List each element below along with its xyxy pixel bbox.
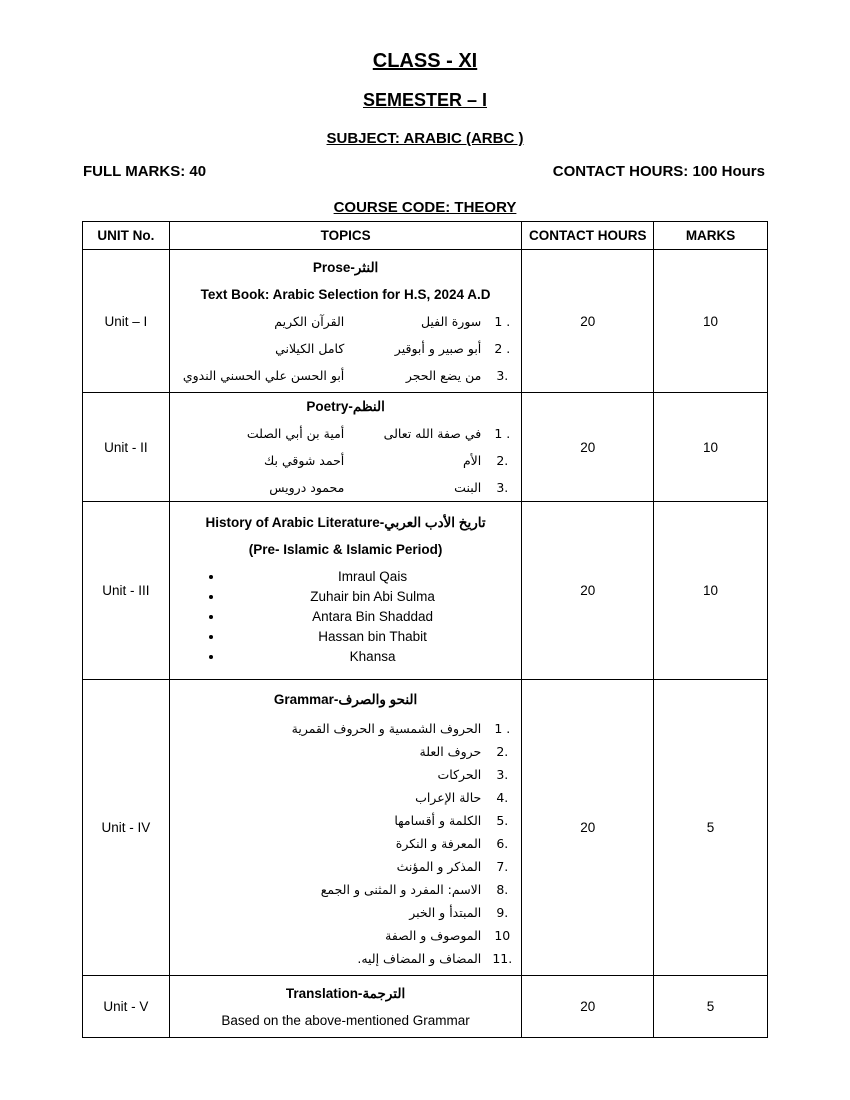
class-title: CLASS - XI xyxy=(372,50,478,72)
item-number: 2. xyxy=(496,743,509,759)
list-item: • Khansa xyxy=(224,647,521,667)
list-item xyxy=(170,786,521,809)
unit-label: Unit – I xyxy=(83,250,170,393)
unit-label: Unit - III xyxy=(83,502,170,680)
item-title: الحركات xyxy=(437,766,482,782)
item-title: من يضع الحجر xyxy=(405,367,482,383)
topic-heading: History of Arabic Literature-تاريخ الأدب العربي xyxy=(205,514,486,530)
table-row xyxy=(83,393,768,502)
semester-title: SEMESTER – I xyxy=(362,90,488,110)
list-item xyxy=(170,474,521,501)
list-item xyxy=(170,924,521,947)
topic-subheading: (Pre- Islamic & Islamic Period) xyxy=(248,541,443,557)
header-unit-no: UNIT No. xyxy=(83,222,170,250)
item-number: 2 . xyxy=(494,340,511,356)
item-author: محمود درويس xyxy=(269,480,345,495)
item-number: 4. xyxy=(496,789,509,805)
unit-hours: 20 xyxy=(522,976,654,1038)
unit-marks: 10 xyxy=(654,250,768,393)
unit-marks: 5 xyxy=(654,680,768,976)
item-title: أبو صبير و أبوقير xyxy=(394,340,482,356)
header-marks: MARKS xyxy=(654,222,768,250)
list-item xyxy=(170,947,521,970)
list-item xyxy=(170,878,521,901)
list-item xyxy=(170,362,521,389)
header-contact-hours: CONTACT HOURS xyxy=(522,222,654,250)
list-item xyxy=(170,855,521,878)
list-item xyxy=(170,717,521,740)
item-number: 3. xyxy=(496,480,509,495)
topic-heading: Prose-النثر xyxy=(312,259,379,275)
list-item xyxy=(170,420,521,447)
list-item: • Zuhair bin Abi Sulma xyxy=(224,587,521,607)
header-topics: TOPICS xyxy=(169,222,521,250)
item-number: 3. xyxy=(496,367,509,383)
unit-label: Unit - II xyxy=(83,393,170,502)
item-title: المبتدأ و الخبر xyxy=(409,904,482,920)
full-marks: FULL MARKS: 40 xyxy=(83,163,207,180)
table-row xyxy=(83,680,768,976)
item-title: في صفة الله تعالى xyxy=(383,426,482,441)
topic-heading: Grammar-النحو والصرف xyxy=(273,691,418,707)
list-item xyxy=(170,335,521,362)
item-title: الأم xyxy=(462,453,482,468)
list-item xyxy=(170,832,521,855)
unit-label: Unit - IV xyxy=(83,680,170,976)
topic-heading: Translation-الترجمة xyxy=(285,985,406,1001)
list-item: • Hassan bin Thabit xyxy=(224,627,521,647)
item-title: الكلمة و أقسامها xyxy=(394,812,482,828)
item-author: القرآن الكريم xyxy=(274,313,345,329)
item-number: 8. xyxy=(496,881,509,897)
course-code: COURSE CODE: THEORY xyxy=(333,199,517,216)
item-number: 5. xyxy=(496,812,509,828)
item-number: 1 . xyxy=(494,720,511,736)
unit-topics xyxy=(169,393,521,502)
topic-heading: Poetry-النظم xyxy=(306,399,385,414)
list-item xyxy=(170,308,521,335)
topic-subheading: Based on the above-mentioned Grammar xyxy=(221,1012,470,1028)
item-number: 7. xyxy=(496,858,509,874)
table-header-row xyxy=(83,222,768,250)
topic-subheading: Text Book: Arabic Selection for H.S, 2024 A.D xyxy=(200,286,491,302)
item-author: أحمد شوقي بك xyxy=(264,453,345,468)
item-title: الموصوف و الصفة xyxy=(385,927,482,943)
item-title: الاسم: المفرد و المثنى و الجمع xyxy=(320,881,482,897)
poet-list xyxy=(170,567,521,667)
item-title: حالة الإعراب xyxy=(415,789,482,805)
item-title: سورة الفيل xyxy=(420,313,482,329)
unit-marks: 5 xyxy=(654,976,768,1038)
item-author: كامل الكيلاني xyxy=(275,340,345,356)
item-number: 9. xyxy=(496,904,509,920)
unit-hours: 20 xyxy=(522,502,654,680)
item-author: أبو الحسن علي الحسني الندوي xyxy=(182,367,345,383)
item-title: الحروف الشمسية و الحروف القمرية xyxy=(291,720,482,736)
table-row xyxy=(83,976,768,1038)
unit-hours: 20 xyxy=(522,680,654,976)
unit-marks: 10 xyxy=(654,393,768,502)
item-title: المعرفة و النكرة xyxy=(395,835,482,851)
item-number: 2. xyxy=(496,453,509,468)
item-number: 6. xyxy=(496,835,509,851)
item-number: 11. xyxy=(492,950,513,966)
item-title: البنت xyxy=(454,480,482,495)
item-number: 1 . xyxy=(494,313,511,329)
item-number: 3. xyxy=(496,766,509,782)
item-author: أمية بن أبي الصلت xyxy=(246,426,345,441)
item-title: المضاف و المضاف إليه. xyxy=(357,950,482,966)
item-title: المذكر و المؤنث xyxy=(396,858,482,874)
list-item: • Antara Bin Shaddad xyxy=(224,607,521,627)
list-item xyxy=(170,809,521,832)
unit-topics xyxy=(169,976,521,1038)
list-item xyxy=(170,763,521,786)
unit-topics xyxy=(169,680,521,976)
list-item xyxy=(170,447,521,474)
unit-hours: 20 xyxy=(522,393,654,502)
item-number: 1 . xyxy=(494,426,511,441)
unit-marks: 10 xyxy=(654,502,768,680)
list-item xyxy=(170,740,521,763)
unit-topics xyxy=(169,250,521,393)
list-item xyxy=(170,901,521,924)
table-row xyxy=(83,502,768,680)
unit-topics xyxy=(169,502,521,680)
syllabus-table xyxy=(82,221,768,1038)
item-number: 10 xyxy=(494,927,511,943)
table-row xyxy=(83,250,768,393)
subject-line: SUBJECT: ARABIC (ARBC ) xyxy=(326,130,524,147)
list-item: • Imraul Qais xyxy=(224,567,521,587)
contact-hours-total: CONTACT HOURS: 100 Hours xyxy=(552,163,765,180)
unit-label: Unit - V xyxy=(83,976,170,1038)
item-title: حروف العلة xyxy=(419,743,482,759)
unit-hours: 20 xyxy=(522,250,654,393)
